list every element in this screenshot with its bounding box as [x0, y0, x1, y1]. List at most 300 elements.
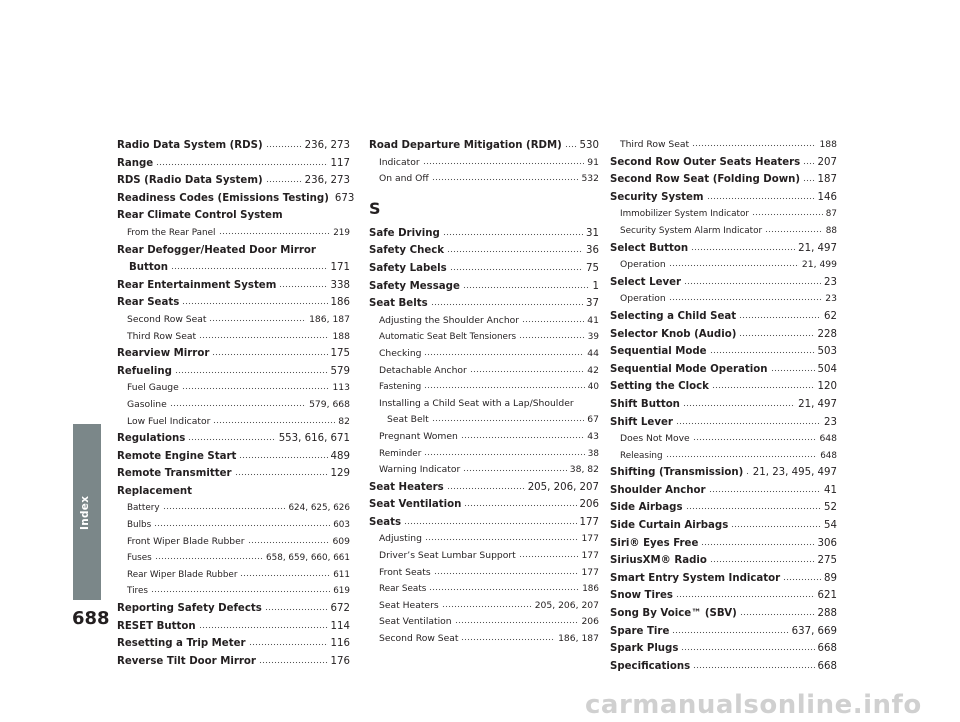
- entry-pages: 338: [330, 279, 350, 291]
- entry-pages: 146: [817, 191, 837, 203]
- entry-pages: 87: [825, 209, 837, 220]
- entry-pages: 648: [819, 433, 837, 445]
- leader-dots: [249, 636, 328, 646]
- entry-label: Seat Ventilation: [379, 616, 452, 628]
- entry-pages: 175: [330, 348, 350, 360]
- leader-dots: [463, 279, 590, 289]
- index-subentry: [610, 257, 837, 274]
- index-subentry: [117, 414, 350, 431]
- index-entry: [369, 242, 599, 260]
- index-subentry: [369, 462, 599, 479]
- index-entry: [610, 361, 837, 379]
- index-entry: [117, 207, 350, 225]
- index-subentry: [610, 291, 837, 308]
- entry-pages: 89: [824, 572, 837, 584]
- entry-pages: 207: [817, 156, 837, 168]
- entry-pages: 206: [581, 616, 599, 628]
- index-entry: [117, 618, 350, 636]
- entry-pages: 177: [579, 516, 599, 528]
- entry-label: Safe Driving: [369, 227, 440, 239]
- index-entry: [117, 448, 350, 466]
- entry-pages: 39: [587, 332, 599, 343]
- entry-label: Spare Tire: [610, 625, 670, 637]
- entry-pages: 129: [330, 468, 350, 480]
- leader-dots: [240, 567, 330, 577]
- leader-dots: [461, 429, 584, 439]
- leader-dots: [803, 155, 814, 165]
- entry-label: Immobilizer System Indicator: [620, 209, 749, 220]
- entry-pages: 21, 23, 495, 497: [752, 467, 837, 479]
- entry-label: RDS (Radio Data System): [117, 175, 263, 187]
- entry-label: Regulations: [117, 433, 186, 445]
- entry-label: Checking: [379, 347, 422, 359]
- entry-label: RESET Button: [117, 620, 196, 632]
- index-subentry: [117, 312, 350, 329]
- entry-pages: 37: [586, 298, 599, 310]
- entry-label: Side Airbags: [610, 502, 683, 514]
- index-entry: [369, 514, 599, 532]
- leader-dots: [425, 531, 579, 541]
- index-entry: [117, 653, 350, 671]
- leader-dots: [447, 243, 583, 253]
- leader-dots: [707, 190, 815, 200]
- entry-pages: 186: [582, 584, 599, 595]
- leader-dots: [154, 517, 330, 527]
- leader-dots: [709, 483, 821, 493]
- entry-pages: 40: [587, 382, 599, 393]
- leader-dots: [404, 515, 576, 525]
- leader-dots: [519, 548, 579, 558]
- index-entry: [610, 378, 837, 396]
- entry-pages: 36: [586, 245, 599, 257]
- index-entry: [369, 479, 599, 497]
- entry-label: On and Off: [379, 173, 429, 185]
- index-entry: [117, 600, 350, 618]
- entry-label: Shift Button: [610, 398, 680, 410]
- entry-pages: 41: [824, 484, 837, 496]
- index-subentry: [369, 329, 599, 346]
- entry-label: Automatic Seat Belt Tensioners: [379, 332, 517, 343]
- leader-dots: [470, 363, 584, 373]
- entry-pages: 117: [330, 157, 350, 169]
- index-subentry: [117, 329, 350, 346]
- leader-dots: [710, 553, 815, 563]
- entry-pages: 38: [587, 448, 599, 459]
- index-subentry: [369, 396, 599, 413]
- section-letter: S: [369, 198, 381, 218]
- leader-dots: [171, 260, 328, 270]
- index-entry: [610, 396, 837, 414]
- entry-label: Bulbs: [127, 520, 152, 531]
- index-entry: [117, 242, 350, 260]
- index-subentry: [610, 206, 837, 223]
- index-entry: [610, 308, 837, 326]
- index-entry: [610, 517, 837, 535]
- leader-dots: [739, 309, 821, 319]
- leader-dots: [248, 534, 330, 544]
- index-entry: [610, 464, 837, 482]
- entry-pages: 205, 206, 207: [534, 599, 599, 611]
- leader-dots: [447, 480, 525, 490]
- entry-pages: 205, 206, 207: [527, 481, 599, 493]
- index-entry: [610, 640, 837, 658]
- entry-pages: 619: [333, 586, 350, 597]
- entry-label: Snow Tires: [610, 590, 673, 602]
- entry-pages: 236, 273: [304, 175, 350, 187]
- entry-label: Siri® Eyes Free: [610, 537, 699, 549]
- index-subentry: [610, 431, 837, 448]
- entry-label: Sequential Mode: [610, 346, 707, 358]
- entry-label: Song By Voice™ (SBV): [610, 608, 737, 620]
- index-entry: [610, 570, 837, 588]
- entry-label: Fuses: [127, 553, 152, 564]
- entry-label: Seat Belt: [387, 414, 429, 426]
- leader-dots: [429, 581, 579, 591]
- entry-label: Range: [117, 157, 154, 169]
- entry-pages: 621: [817, 590, 837, 602]
- entry-label: Front Seats: [379, 566, 431, 578]
- entry-label: Setting the Clock: [610, 381, 709, 393]
- leader-dots: [672, 624, 788, 634]
- index-entry: [117, 345, 350, 363]
- leader-dots: [683, 397, 795, 407]
- index-subentry: [369, 631, 599, 648]
- entry-label: Specifications: [610, 660, 691, 672]
- entry-label: Reporting Safety Defects: [117, 603, 262, 615]
- index-entry: [610, 658, 837, 676]
- index-subentry: [610, 223, 837, 240]
- entry-pages: 113: [332, 382, 350, 394]
- index-entry: [117, 172, 350, 190]
- index-entry: [610, 535, 837, 553]
- entry-label: Refueling: [117, 365, 172, 377]
- entry-label: Button: [129, 262, 169, 274]
- entry-label: Adjusting the Shoulder Anchor: [379, 314, 520, 326]
- leader-dots: [464, 497, 576, 507]
- leader-dots: [765, 223, 823, 233]
- entry-label: Seat Heaters: [369, 481, 444, 493]
- entry-pages: 504: [817, 363, 837, 375]
- leader-dots: [771, 362, 815, 372]
- index-column-1: [117, 137, 355, 670]
- leader-dots: [212, 346, 327, 356]
- entry-label: Smart Entry System Indicator: [610, 572, 781, 584]
- entry-pages: 1: [592, 280, 599, 292]
- entry-label: Radio Data System (RDS): [117, 140, 263, 151]
- entry-label: Rear Climate Control System: [117, 210, 283, 222]
- index-entry: [610, 189, 837, 207]
- entry-label: Select Lever: [610, 276, 682, 288]
- entry-label: Rear Entertainment System: [117, 279, 277, 291]
- leader-dots: [463, 462, 566, 472]
- index-subentry: [369, 379, 599, 396]
- leader-dots: [188, 431, 275, 441]
- entry-label: Operation: [620, 293, 666, 305]
- index-entry: [117, 294, 350, 312]
- leader-dots: [424, 346, 584, 356]
- entry-pages: 88: [825, 225, 837, 236]
- entry-pages: 176: [330, 655, 350, 667]
- entry-label: Pregnant Women: [379, 430, 458, 442]
- entry-label: Spark Plugs: [610, 643, 679, 655]
- leader-dots: [450, 261, 583, 271]
- entry-pages: 236, 273: [304, 140, 350, 151]
- entry-pages: 228: [817, 328, 837, 340]
- watermark: carmanualsonline.info: [585, 690, 922, 720]
- index-entry: [610, 587, 837, 605]
- leader-dots: [443, 226, 583, 236]
- entry-pages: 668: [817, 643, 837, 655]
- entry-pages: 579, 668: [309, 398, 350, 410]
- entry-pages: 42: [587, 364, 599, 376]
- index-subentry: [610, 448, 837, 465]
- entry-label: Shifting (Transmission): [610, 467, 744, 479]
- entry-label: Second Row Seat: [379, 633, 459, 645]
- leader-dots: [424, 446, 584, 456]
- entry-label: Second Row Seat: [127, 313, 207, 325]
- entry-label: SiriusXM® Radio: [610, 555, 707, 567]
- entry-pages: 177: [581, 566, 599, 578]
- entry-pages: 21, 499: [801, 259, 837, 271]
- leader-dots: [182, 295, 327, 305]
- index-subentry: [369, 429, 599, 446]
- index-column-3: [610, 137, 837, 675]
- entry-label: Rear Seats: [117, 297, 180, 309]
- entry-label: Readiness Codes (Emissions Testing): [117, 192, 329, 204]
- entry-label: Installing a Child Seat with a Lap/Shoulder: [379, 397, 574, 409]
- index-subentry: [369, 363, 599, 380]
- entry-pages: 23: [824, 416, 837, 428]
- leader-dots: [739, 327, 814, 337]
- leader-dots: [712, 379, 815, 389]
- entry-pages: 637, 669: [791, 625, 837, 637]
- leader-dots: [170, 397, 306, 407]
- index-entry: [610, 274, 837, 292]
- entry-label: Rear Wiper Blade Rubber: [127, 569, 238, 580]
- index-entry: [117, 430, 350, 448]
- index-subentry: [117, 380, 350, 397]
- entry-label: Selector Knob (Audio): [610, 328, 737, 340]
- leader-dots: [219, 225, 331, 235]
- entry-pages: 288: [817, 608, 837, 620]
- entry-pages: 23: [824, 276, 837, 288]
- entry-pages: 177: [581, 533, 599, 545]
- leader-dots: [163, 500, 286, 510]
- index-entry: [610, 240, 837, 258]
- entry-pages: 23: [825, 293, 837, 305]
- entry-label: Front Wiper Blade Rubber: [127, 535, 245, 547]
- entry-label: Rear Defogger/Heated Door Mirror: [117, 244, 316, 256]
- leader-dots: [692, 137, 816, 147]
- leader-dots: [266, 138, 302, 148]
- entry-label: Battery: [127, 503, 160, 514]
- leader-dots: [455, 614, 579, 624]
- leader-dots: [431, 296, 583, 306]
- entry-pages: 489: [330, 450, 350, 462]
- leader-dots: [424, 379, 585, 389]
- entry-pages: 306: [817, 537, 837, 549]
- index-entry: [610, 623, 837, 641]
- entry-pages: 21, 497: [798, 242, 837, 254]
- leader-dots: [432, 412, 585, 422]
- leader-dots: [669, 257, 799, 267]
- entry-pages: 177: [581, 550, 599, 562]
- entry-label: Shoulder Anchor: [610, 484, 706, 496]
- leader-dots: [155, 550, 263, 560]
- index-entry: [610, 154, 837, 172]
- index-entry: [610, 552, 837, 570]
- entry-pages: 206: [579, 499, 599, 511]
- leader-dots: [432, 171, 579, 181]
- leader-dots: [746, 465, 749, 475]
- entry-label: Indicator: [379, 156, 420, 168]
- entry-label: Detachable Anchor: [379, 364, 467, 376]
- entry-pages: 38, 82: [569, 464, 599, 476]
- entry-label: Second Row Seat (Folding Down): [610, 174, 801, 186]
- index-subentry: [117, 500, 350, 517]
- entry-pages: 648: [820, 450, 837, 461]
- leader-dots: [235, 466, 328, 476]
- entry-pages: 43: [587, 430, 599, 442]
- index-subentry: [117, 225, 350, 242]
- leader-dots: [213, 414, 335, 424]
- leader-dots: [666, 448, 818, 458]
- entry-label: Reverse Tilt Door Mirror: [117, 655, 256, 667]
- leader-dots: [783, 571, 821, 581]
- entry-pages: 673: [334, 192, 355, 204]
- index-entry: [610, 343, 837, 361]
- entry-pages: 54: [824, 520, 837, 532]
- entry-pages: 603: [333, 520, 350, 531]
- index-entry: [369, 295, 599, 313]
- index-subentry: [369, 155, 599, 172]
- leader-dots: [684, 275, 821, 285]
- index-entry: [369, 260, 599, 278]
- index-subentry: [369, 171, 599, 188]
- entry-label: Safety Check: [369, 245, 445, 257]
- index-entry: [117, 363, 350, 381]
- entry-pages: 579: [330, 365, 350, 377]
- leader-dots: [701, 536, 814, 546]
- index-entry: [610, 499, 837, 517]
- entry-label: Tires: [127, 586, 148, 597]
- entry-pages: 186, 187: [309, 313, 350, 325]
- leader-dots: [693, 431, 817, 441]
- index-subentry: [369, 548, 599, 565]
- entry-pages: 668: [817, 660, 837, 672]
- entry-pages: 609: [332, 535, 350, 547]
- leader-dots: [565, 138, 577, 148]
- entry-pages: 275: [817, 555, 837, 567]
- entry-label: Low Fuel Indicator: [127, 415, 211, 427]
- leader-dots: [442, 598, 532, 608]
- entry-label: Releasing: [620, 450, 663, 461]
- entry-label: Fuel Gauge: [127, 382, 179, 394]
- entry-label: Selecting a Child Seat: [610, 310, 737, 322]
- entry-label: Second Row Outer Seats Heaters: [610, 156, 801, 168]
- leader-dots: [693, 659, 814, 669]
- leader-dots: [752, 206, 823, 216]
- leader-dots: [519, 329, 585, 339]
- entry-pages: 44: [587, 347, 599, 359]
- index-side-tab-label: Index: [79, 495, 91, 531]
- entry-label: Seat Ventilation: [369, 499, 462, 511]
- index-subentry: [117, 583, 350, 600]
- leader-dots: [731, 518, 821, 528]
- entry-label: Seat Belts: [369, 298, 428, 310]
- index-subentry: [117, 550, 350, 567]
- leader-dots: [156, 156, 327, 166]
- index-entry: [610, 482, 837, 500]
- index-entry: [117, 137, 350, 155]
- leader-dots: [740, 606, 815, 616]
- leader-dots: [259, 654, 328, 664]
- entry-pages: 658, 659, 660, 661: [266, 553, 350, 564]
- leader-dots: [239, 449, 327, 459]
- leader-dots: [182, 380, 330, 390]
- index-entry: [117, 635, 350, 653]
- index-entry: [610, 605, 837, 623]
- entry-pages: 186, 187: [558, 633, 599, 645]
- entry-label: Reminder: [379, 448, 422, 459]
- entry-pages: 91: [587, 156, 599, 168]
- leader-dots: [151, 583, 330, 593]
- entry-label: Operation: [620, 259, 666, 271]
- leader-dots: [199, 619, 328, 629]
- index-subentry: [369, 614, 599, 631]
- entry-label: Shift Lever: [610, 416, 673, 428]
- entry-label: From the Rear Panel: [127, 227, 216, 238]
- entry-label: Resetting a Trip Meter: [117, 638, 246, 650]
- index-entry: [117, 190, 355, 208]
- index-subentry: [117, 517, 350, 534]
- entry-label: Select Button: [610, 242, 689, 254]
- entry-label: Gasoline: [127, 398, 167, 410]
- index-entry: [610, 414, 837, 432]
- leader-dots: [199, 329, 329, 339]
- leader-dots: [676, 588, 815, 598]
- entry-pages: 116: [330, 638, 350, 650]
- entry-pages: 62: [824, 310, 837, 322]
- index-entry: [117, 277, 350, 295]
- index-entry: [369, 137, 599, 155]
- entry-label: Security System Alarm Indicator: [620, 225, 763, 236]
- entry-label: Warning Indicator: [379, 464, 461, 476]
- leader-dots: [710, 344, 815, 354]
- entry-label: Adjusting: [379, 533, 422, 545]
- index-entry: [117, 483, 350, 501]
- entry-label: Remote Transmitter: [117, 468, 232, 480]
- leader-dots: [209, 312, 306, 322]
- entry-pages: 624, 625, 626: [288, 503, 350, 514]
- entry-label: Rear Seats: [379, 584, 427, 595]
- entry-pages: 672: [330, 603, 350, 615]
- leader-dots: [522, 313, 584, 323]
- index-subentry: [369, 565, 599, 582]
- entry-pages: 120: [817, 381, 837, 393]
- entry-pages: 553, 616, 671: [278, 433, 350, 445]
- leader-dots: [265, 601, 328, 611]
- index-entry: [117, 465, 350, 483]
- index-entry: [610, 326, 837, 344]
- entry-label: Security System: [610, 191, 704, 203]
- index-subentry: [369, 598, 599, 615]
- entry-pages: 67: [587, 414, 599, 426]
- entry-label: Remote Engine Start: [117, 450, 237, 462]
- entry-pages: 219: [333, 227, 350, 238]
- leader-dots: [686, 500, 822, 510]
- index-entry: [369, 496, 599, 514]
